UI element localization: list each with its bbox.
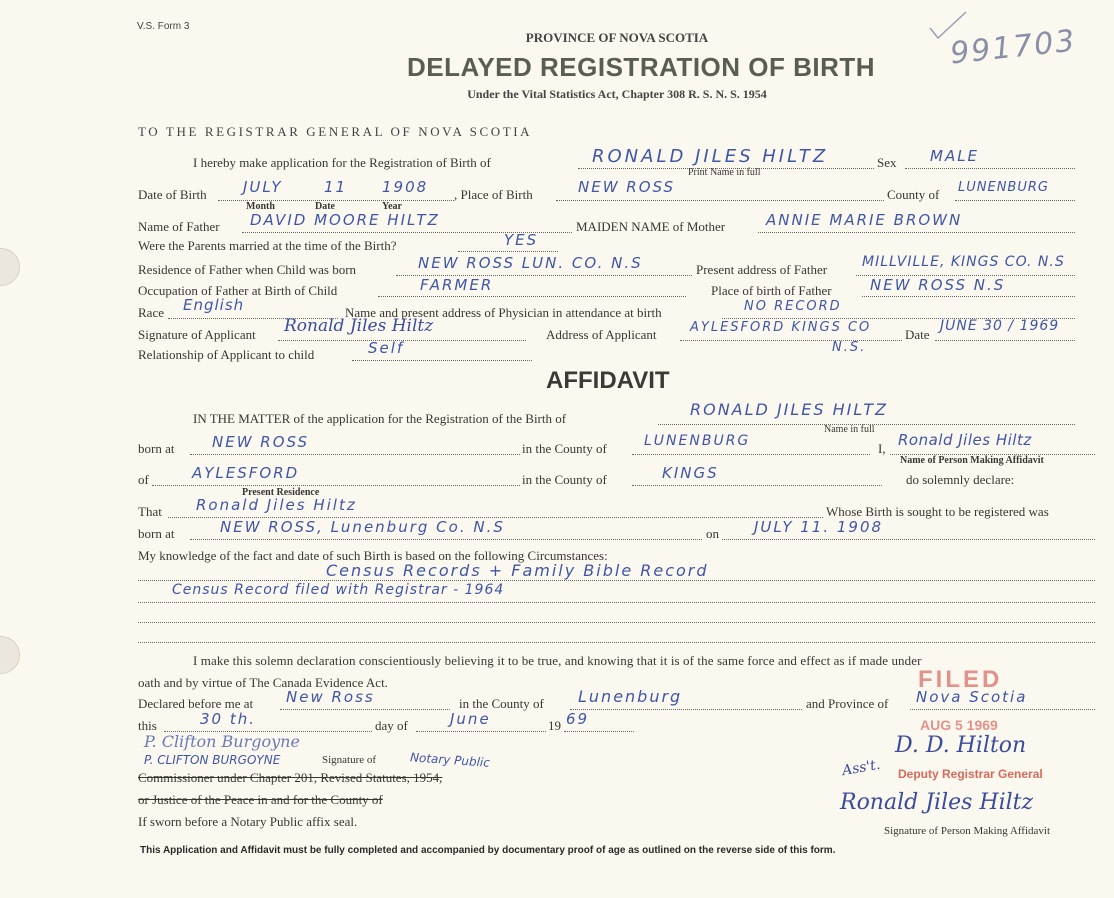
race-value: English — [183, 296, 245, 314]
dob-year-caption: Year — [382, 201, 402, 212]
solemn-declaration-2: oath and by virtue of The Canada Evidence Act. — [138, 675, 388, 690]
relationship-label: Relationship of Applicant to child — [138, 347, 315, 362]
province-heading: PROVINCE OF NOVA SCOTIA — [525, 30, 709, 45]
day-of-label: day of — [375, 718, 408, 733]
race-label: Race — [138, 305, 164, 320]
declare-label: do solemnly declare: — [906, 472, 1015, 487]
whose-birth-label: Whose Birth is sought to be registered was — [826, 504, 1049, 519]
deponent-i-label: I, — [878, 441, 886, 456]
dob-month-caption: Month — [246, 201, 275, 212]
circumstance-1: Census Records + Family Bible Record — [326, 561, 709, 580]
relationship-value: Self — [368, 339, 405, 357]
father-birthplace-value: NEW ROSS N.S — [870, 276, 1006, 294]
occupation-value: FARMER — [420, 276, 494, 294]
sex-label: Sex — [877, 155, 897, 170]
father-label: Name of Father — [138, 219, 220, 234]
file-number: 991703 — [948, 23, 1079, 72]
mother-label: MAIDEN NAME of Mother — [576, 219, 726, 234]
notary-public-text: Notary Public — [409, 750, 491, 770]
justice-label: or Justice of the Peace in and for the County of — [138, 792, 383, 807]
filed-stamp: FILED — [918, 666, 1003, 693]
physician-value: NO RECORD — [744, 299, 842, 314]
born-at-value: NEW ROSS — [212, 433, 310, 451]
signature-of-label: Signature of — [322, 754, 377, 766]
dob-month: JULY — [243, 178, 283, 196]
applicant-signature-label: Signature of Applicant — [138, 327, 256, 342]
footer-note: This Application and Affidavit must be fully completed and accompanied by documentary proof of age as outlined on the reverse side of this form. — [140, 845, 836, 856]
affidavit-county2-label: in the County of — [522, 472, 607, 487]
declared-county-value: Lunenburg — [578, 687, 683, 706]
form-number: V.S. Form 3 — [137, 21, 190, 32]
affidavit-county2-value: KINGS — [662, 464, 719, 482]
deponent-signature: Ronald Jiles Hiltz — [840, 790, 1034, 815]
county-value: LUNENBURG — [958, 180, 1049, 195]
applicant-address-value-2: N.S. — [832, 340, 867, 355]
on-value: JULY 11. 1908 — [754, 518, 884, 536]
affidavit-county-label: in the County of — [522, 441, 607, 456]
registrar-signature: D. D. Hilton — [895, 733, 1027, 758]
on-label: on — [706, 526, 719, 541]
day-of-value: June — [450, 710, 491, 728]
married-label: Were the Parents married at the time of the Birth? — [138, 238, 397, 253]
affidavit-county-value: LUNENBURG — [644, 433, 751, 449]
punch-hole-top — [0, 248, 20, 286]
affidavit-subject-name: RONALD JILES HILTZ — [690, 400, 888, 419]
residence-of-value: AYLESFORD — [192, 464, 300, 482]
born-at-2-label: born at — [138, 526, 175, 541]
present-address-value: MILLVILLE, KINGS CO. N.S — [862, 254, 1065, 270]
applicant-address-value: AYLESFORD KINGS CO — [690, 320, 872, 335]
this-value: 30 th. — [200, 710, 257, 728]
year-value: 69 — [566, 710, 590, 728]
place-of-birth-label: , Place of Birth — [454, 187, 533, 202]
that-label: That — [138, 504, 162, 519]
application-date-value: JUNE 30 / 1969 — [940, 318, 1060, 334]
occupation-label: Occupation of Father at Birth of Child — [138, 283, 338, 298]
born-at-2-value: NEW ROSS, Lunenburg Co. N.S — [220, 518, 505, 536]
applicant-name: RONALD JILES HILTZ — [592, 146, 829, 167]
deponent-name-caption: Name of Person Making Affidavit — [900, 455, 1044, 466]
registrar-prefix: Ass't. — [840, 756, 882, 780]
declared-province-label: and Province of — [806, 696, 889, 711]
residence-value: NEW ROSS LUN. CO. N.S — [418, 254, 643, 272]
dob-date-caption: Date — [315, 201, 335, 212]
place-of-birth-value: NEW ROSS — [578, 178, 676, 196]
declared-county-label: in the County of — [459, 696, 544, 711]
father-birthplace-label: Place of birth of Father — [711, 283, 832, 298]
sworn-note: If sworn before a Notary Public affix seal. — [138, 814, 358, 829]
sex-value: MALE — [930, 147, 980, 165]
dob-label: Date of Birth — [138, 187, 207, 202]
deponent-name: Ronald Jiles Hiltz — [898, 431, 1032, 449]
dob-date: 11 — [324, 178, 348, 196]
form-subtitle: Under the Vital Statistics Act, Chapter 308 R. S. N. S. 1954 — [467, 87, 767, 101]
applicant-address-label: Address of Applicant — [546, 327, 657, 342]
present-address-label: Present address of Father — [696, 262, 828, 277]
filed-date-stamp: AUG 5 1969 — [920, 717, 998, 733]
declared-label: Declared before me at — [138, 696, 254, 711]
application-date-label: Date — [905, 327, 930, 342]
commissioner-label: Commissioner under Chapter 201, Revised Statutes, 1954, — [138, 770, 443, 785]
year-prefix: 19 — [548, 718, 561, 733]
commissioner-print-name: P. CLIFTON BURGOYNE — [144, 753, 281, 767]
addressee: TO THE REGISTRAR GENERAL OF NOVA SCOTIA — [138, 124, 533, 139]
registrar-label: Deputy Registrar General — [898, 767, 1043, 781]
residence-of-label: of — [138, 472, 149, 487]
knowledge-label: My knowledge of the fact and date of such Birth is based on the following Circumstances: — [138, 548, 608, 563]
print-name-caption: Print Name in full — [688, 167, 761, 178]
father-value: DAVID MOORE HILTZ — [250, 211, 440, 229]
applicant-signature: Ronald Jiles Hiltz — [284, 316, 434, 336]
this-label: this — [138, 718, 157, 733]
married-value: YES — [504, 231, 539, 249]
affidavit-heading: AFFIDAVIT — [546, 367, 670, 394]
name-in-full-caption: Name in full — [824, 424, 875, 435]
residence-label: Residence of Father when Child was born — [138, 262, 357, 277]
form-title: DELAYED REGISTRATION OF BIRTH — [406, 52, 876, 82]
physician-label: Name and present address of Physician in attendance at birth — [345, 305, 662, 320]
declared-province-value: Nova Scotia — [916, 688, 1028, 706]
circumstance-2: Census Record filed with Registrar - 1964 — [172, 582, 505, 598]
mother-value: ANNIE MARIE BROWN — [766, 211, 963, 229]
punch-hole-bottom — [0, 636, 20, 674]
commissioner-signature: P. Clifton Burgoyne — [144, 732, 300, 751]
solemn-declaration-1: I make this solemn declaration conscientiously believing it to be true, and knowing that it is of the same force and effect as if made under — [193, 653, 922, 668]
application-line-1-prefix: I hereby make application for the Registration of Birth of — [193, 155, 491, 170]
affidavit-line-1-prefix: IN THE MATTER of the application for the Registration of the Birth of — [193, 411, 567, 426]
present-residence-caption: Present Residence — [242, 487, 320, 498]
county-label: County of — [887, 187, 940, 202]
that-value: Ronald Jiles Hiltz — [196, 496, 357, 514]
declared-value: New Ross — [286, 688, 375, 706]
dob-year: 1908 — [382, 178, 429, 196]
born-at-label: born at — [138, 441, 175, 456]
deponent-signature-label: Signature of Person Making Affidavit — [884, 825, 1050, 837]
